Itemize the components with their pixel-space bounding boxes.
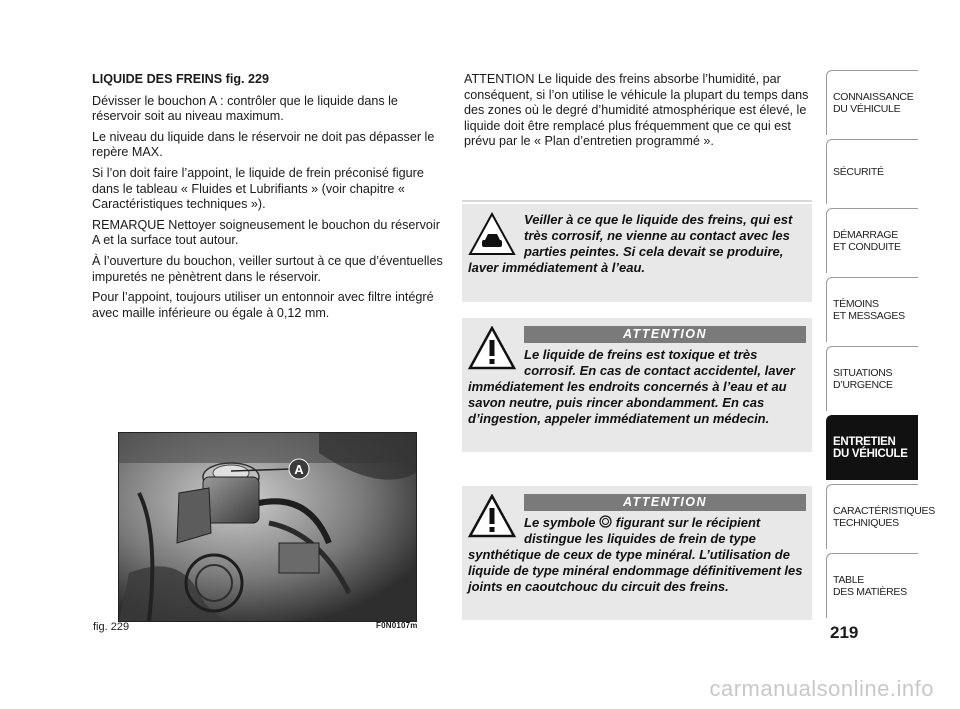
symbol-attention-text [468,515,806,595]
brake-reservoir-illustration [119,433,416,621]
symbol-text-end: figurant sur le récipient distingue les liquides de frein de type synthétique de ceux de type minéral. L’utilisation de liquide de type minéral endommage définitivement les joints en caoutchouc du circuit des freins. [468,515,803,594]
attention-banner: ATTENTION [524,494,806,511]
paragraph-3: Si l’on doit faire l’appoint, le liquide de frein préconisé figure dans le tableau « Fluides et Lubrifiants » (voir chapitre « Caractéristiques techniques »). [92,165,424,212]
tab-demarrage[interactable] [826,208,918,273]
figure-caption: fig. 229 [93,621,130,633]
right-column [464,72,809,150]
paragraph-1: Dévisser le bouchon A : contrôler que le liquide dans le réservoir soit au niveau maximum. [92,93,398,124]
paragraph-2: Le niveau du liquide dans le réservoir ne doit pas dépasser le repère MAX. [92,129,435,160]
paint-notice-text: Veiller à ce que le liquide des freins, qui est très corrosif, ne vienne au contact avec les parties peintes. Si cela devait se produire, laver immédiatement à l’eau. [468,212,793,275]
left-column [92,72,444,326]
exclamation-warning-icon [468,326,516,370]
car-warning-icon [468,212,516,256]
tab-table[interactable] [826,553,918,618]
synthetic-fluid-symbol-icon [599,515,612,528]
tab-label: TABLE DES MATIÈRES [833,574,907,598]
tab-securite[interactable] [826,139,918,204]
watermark: carmanualsonline.info [709,676,934,701]
exclamation-warning-icon [468,494,516,538]
symbol-text-start: Le symbole [524,515,596,530]
tab-label: DÉMARRAGE ET CONDUITE [833,229,901,253]
toxic-attention-box [462,318,812,452]
tab-label: SITUATIONS D’URGENCE [833,367,893,391]
symbol-attention-box [462,486,812,620]
engine-photo-figure [118,432,417,622]
paint-notice-box [462,204,812,302]
chapter-tabs [826,70,935,622]
tab-label: SÉCURITÉ [833,166,884,178]
paragraph-5: À l’ouverture du bouchon, veiller surtout à ce que d’éventuelles impuretés ne pènètrent dans le réservoir. [92,253,443,284]
attention-paragraph: ATTENTION Le liquide des freins absorbe l’humidité, par conséquent, si l’on utilise le véhicule la plupart du temps dans des zones où le degré d’humidité atmosphérique est élevé, le liquide doit être remplacé plus fréquemment que ce qui est prévu par le « Plan d’entretien programmé ». [464,72,809,149]
tab-connaissance[interactable] [826,70,918,135]
divider [462,200,812,202]
paragraph-4: REMARQUE Nettoyer soigneusement le bouchon du réservoir A et la surface tout autour. [92,217,440,248]
page-number: 219 [830,623,859,642]
tab-situations[interactable] [826,346,918,411]
tab-label: CONNAISSANCE DU VÉHICULE [833,91,914,115]
tab-label: ENTRETIEN DU VÉHICULE [833,436,908,460]
attention-banner: ATTENTION [524,326,806,343]
tab-caracteristiques[interactable] [826,484,935,549]
section-heading: LIQUIDE DES FREINS fig. 229 [92,72,270,86]
tab-entretien[interactable] [826,415,918,480]
tab-label: CARACTÉRISTIQUES TECHNIQUES [833,505,935,529]
figure-code: F0N0107m [376,621,418,630]
paragraph-6: Pour l’appoint, toujours utiliser un entonnoir avec filtre intégré avec maille inférieure ou égale à 0,12 mm. [92,290,434,320]
toxic-attention-text: Le liquide de freins est toxique et très corrosif. En cas de contact accidentel, laver immédiatement les endroits concernés à l’eau et au savon neutre, puis rincer abondamment. En cas d’ingestion, appeler immédiatement un médecin. [468,347,795,426]
tab-label: TÉMOINS ET MESSAGES [833,298,905,322]
callout-marker-a: A [294,462,304,477]
tab-temoins[interactable] [826,277,918,342]
